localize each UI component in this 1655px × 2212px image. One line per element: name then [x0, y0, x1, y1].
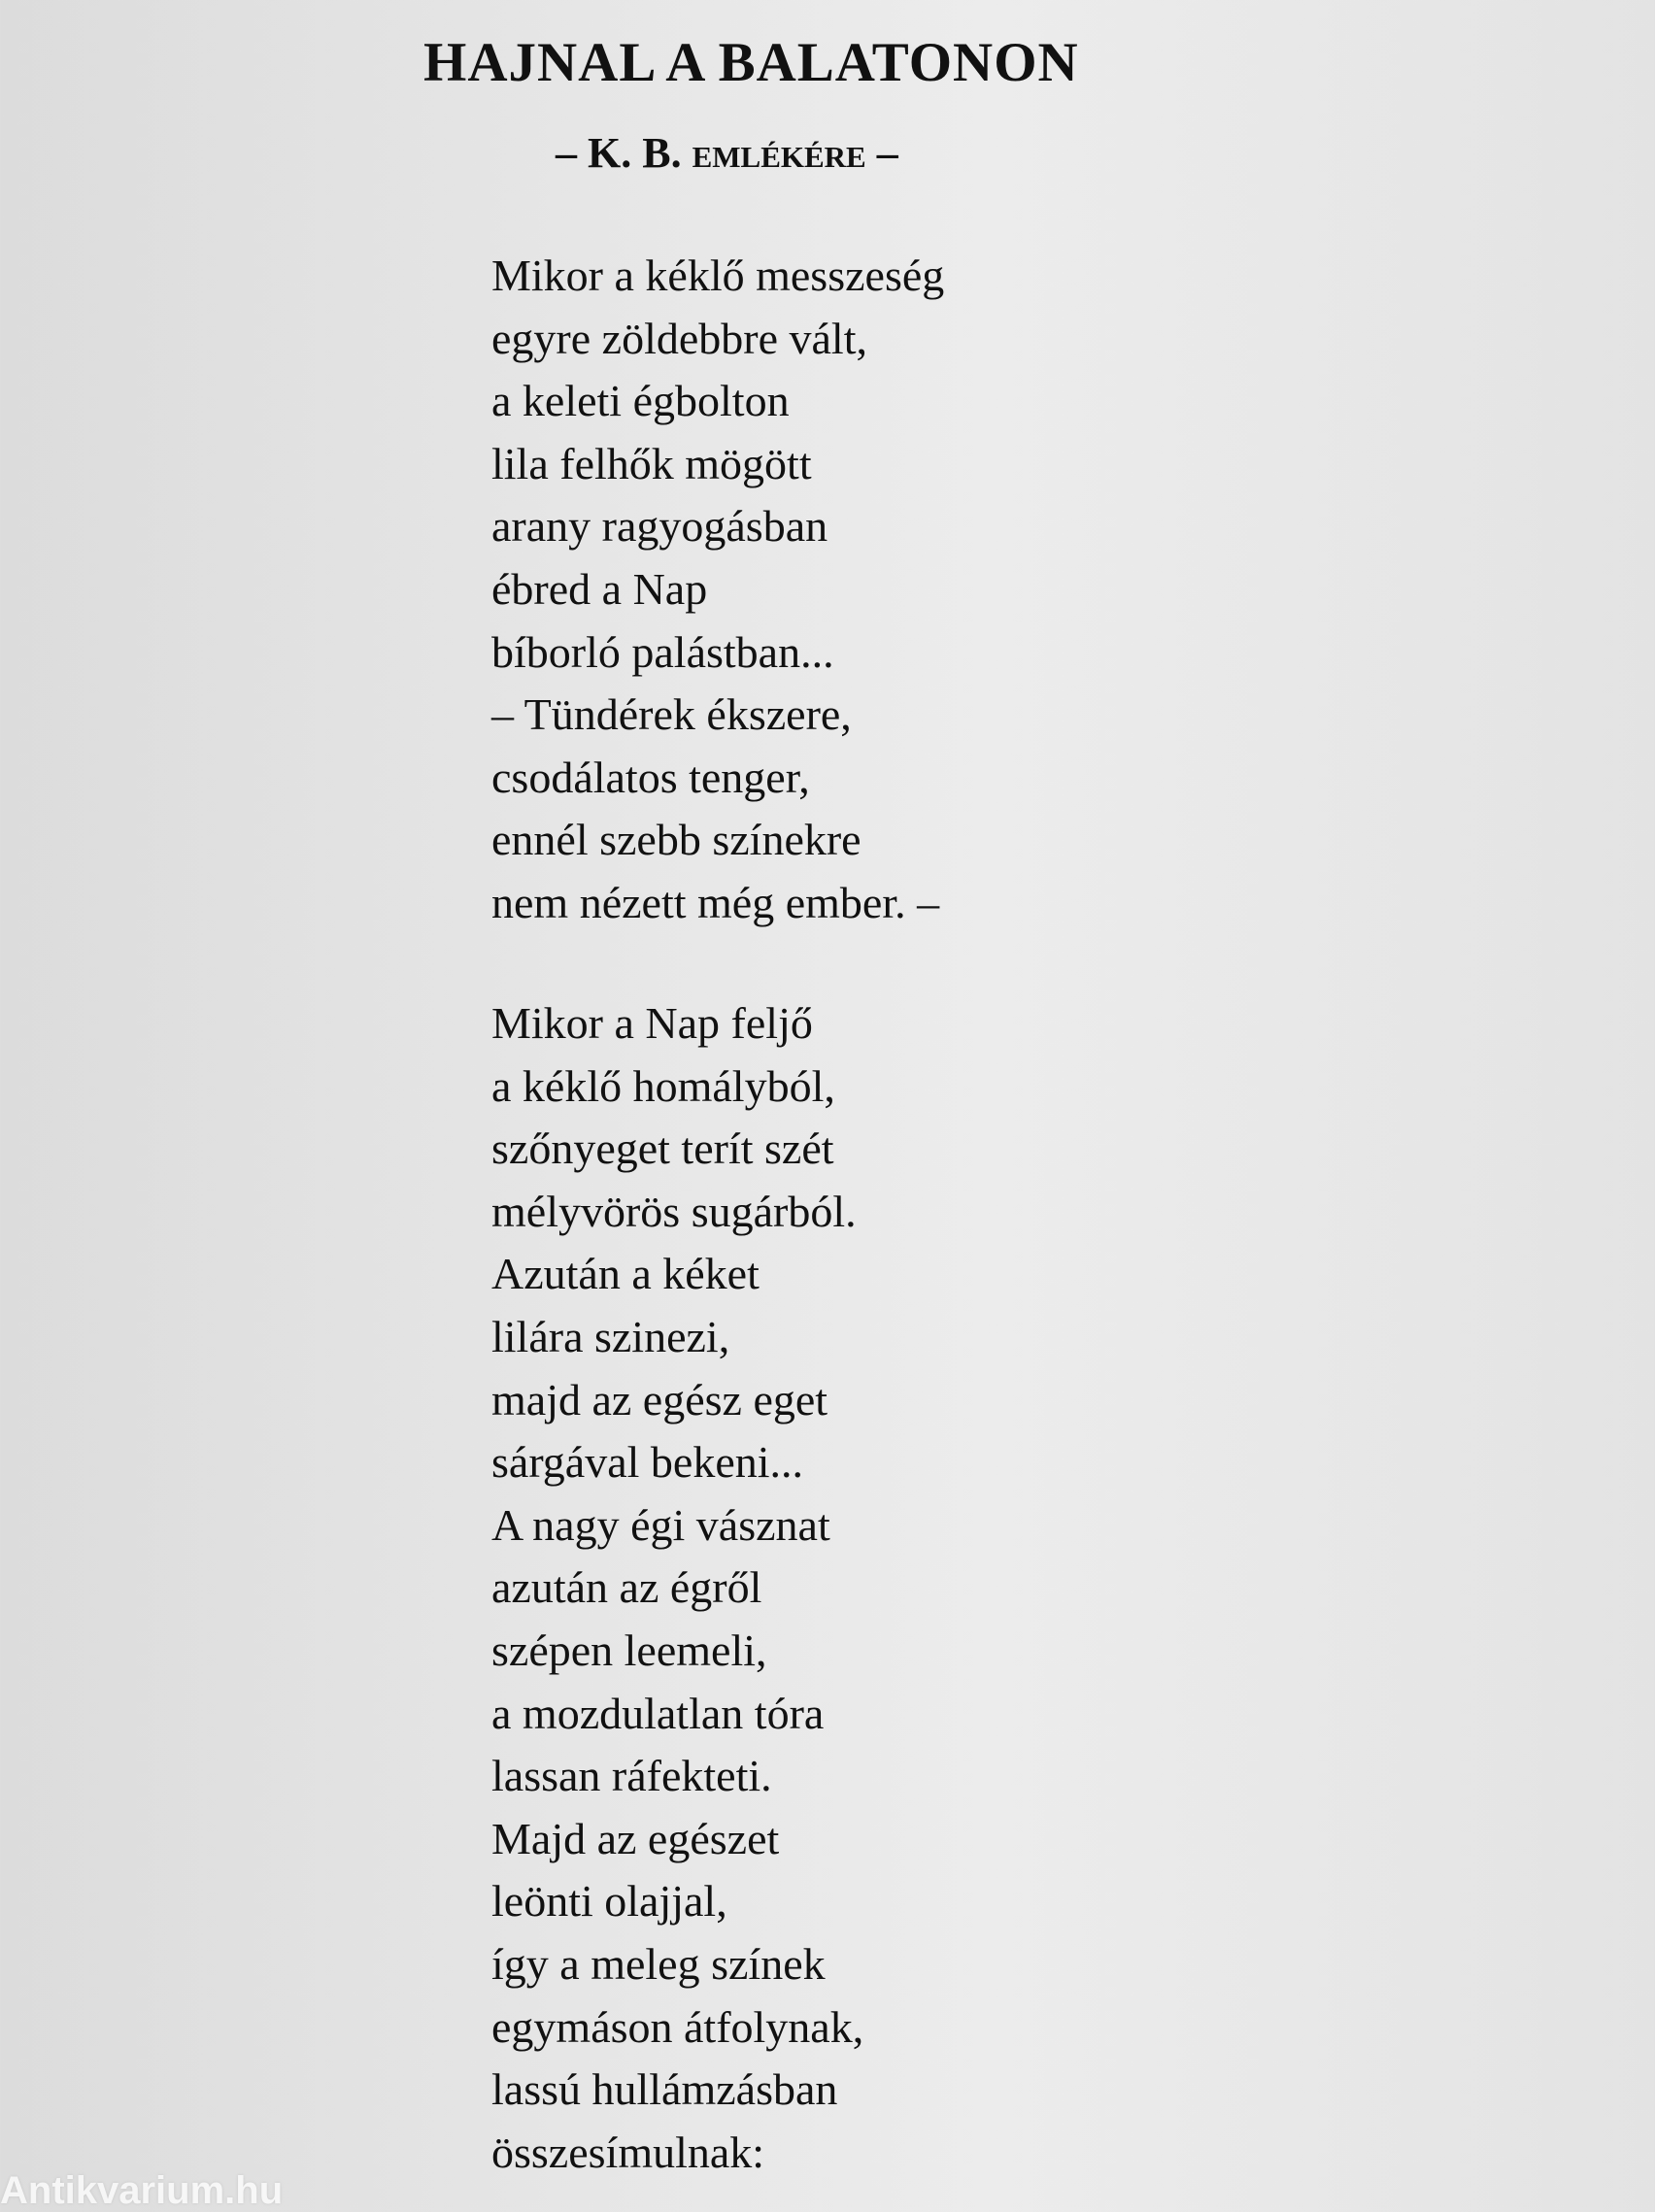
poem-title: HAJNAL A BALATONON — [423, 32, 1079, 93]
stanza-1 — [491, 245, 944, 935]
poem-line: lassú hullámzásban — [491, 2064, 838, 2115]
dedication-suffix: – — [865, 129, 898, 177]
poem-line: lassan ráfekteti. — [491, 1751, 772, 1801]
poem-line: összesímulnak: — [491, 2127, 765, 2177]
poem-line: sárgával bekeni... — [491, 1437, 804, 1488]
poem-line: a keleti égbolton — [491, 376, 790, 426]
poem-line: a mozdulatlan tóra — [491, 1688, 825, 1738]
poem-line: azután az égről — [491, 1562, 762, 1613]
poem-line: bíborló palástban... — [491, 626, 834, 677]
poem-line: arany ragyogásban — [491, 501, 828, 552]
watermark: Antikvarium.hu — [0, 2169, 284, 2212]
poem-line: a kéklő homályból, — [491, 1060, 835, 1111]
poem-line: szőnyeget terít szét — [491, 1123, 834, 1174]
dedication-prefix: – K. B. — [556, 129, 692, 177]
poem-line: nem nézett még ember. – — [491, 877, 940, 927]
poem-line: A nagy égi vásznat — [491, 1499, 830, 1550]
poem-line: Azután a kéket — [491, 1249, 760, 1299]
poem-line: csodálatos tenger, — [491, 752, 810, 802]
poem-line: majd az egész eget — [491, 1374, 828, 1424]
poem-line: lila felhők mögött — [491, 438, 812, 488]
poem-line: egymáson átfolynak, — [491, 2001, 864, 2052]
poem-line: Mikor a Nap feljő — [491, 998, 813, 1048]
dedication-word: emlékére — [692, 129, 866, 177]
poem-line: szépen leemeli, — [491, 1625, 767, 1675]
poem-line: leönti olajjal, — [491, 1876, 727, 1927]
poem-line: Majd az egészet — [491, 1813, 780, 1863]
poem-line: – Tündérek ékszere, — [491, 689, 852, 740]
poem-line: mélyvörös sugárból. — [491, 1186, 857, 1236]
stanza-2 — [491, 992, 863, 2184]
poem-dedication — [556, 124, 1002, 183]
poem-line: lilára szinezi, — [491, 1311, 730, 1361]
poem-line: így a meleg színek — [491, 1938, 826, 1989]
poem-line: ennél szebb színekre — [491, 815, 861, 865]
poem-line: Mikor a kéklő messzeség — [491, 251, 945, 300]
poem-line: ébred a Nap — [491, 563, 708, 614]
poem-line: egyre zöldebbre vált, — [491, 313, 867, 363]
